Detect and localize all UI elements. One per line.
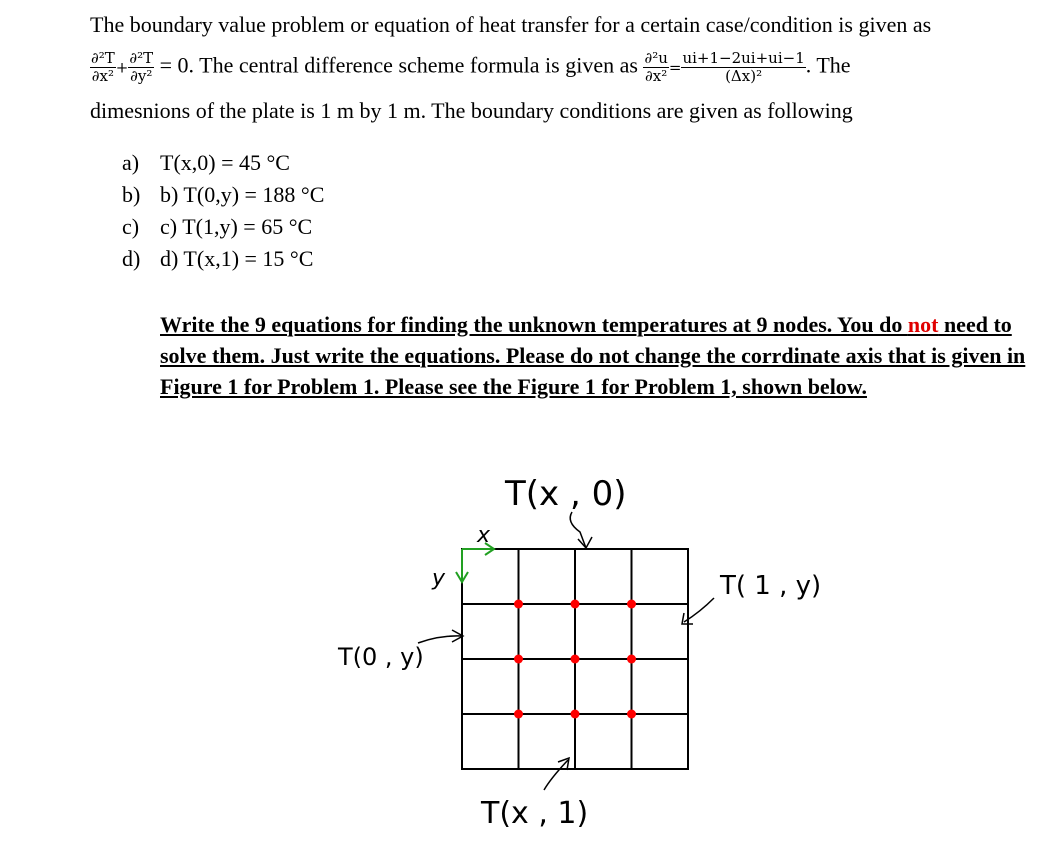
label-left-boundary: T(0 , y) [338, 643, 424, 671]
label-bottom-boundary: T(x , 1) [481, 796, 589, 831]
arrow-top [570, 512, 586, 548]
interior-node [514, 655, 523, 664]
intro-line-3: dimesnions of the plate is 1 m by 1 m. The boundary conditions are given as following [90, 98, 853, 123]
scheme-tail: . The [805, 52, 851, 78]
instruction-part-2: need to solve them. Just write the equations. Please do not change the corrdinate axis that is given in Figure 1 for Problem 1. Please see the Figure 1 for Problem 1, shown below. [160, 312, 1026, 399]
intro-line-1: The boundary value problem or equation of heat transfer for a certain case/condition is given as [90, 12, 932, 37]
interior-node [627, 600, 636, 609]
axis-y-label: y [432, 566, 446, 591]
scheme-lhs-num: ∂²u [644, 49, 668, 67]
arrow-top-head [578, 537, 592, 548]
condition-text: T(x,0) = 45 °C [160, 150, 290, 175]
interior-node [571, 655, 580, 664]
condition-marker: a) [122, 150, 140, 175]
interior-node [514, 710, 523, 719]
pde-term-1-num: ∂²T [91, 49, 115, 67]
interior-node [571, 710, 580, 719]
arrow-bottom [544, 760, 568, 790]
scheme-lhs-den: ∂x² [645, 67, 668, 85]
label-right-boundary: T( 1 , y) [720, 571, 822, 601]
pde-term-2-den: ∂y² [130, 67, 153, 85]
condition-text: c) T(1,y) = 65 °C [160, 214, 313, 239]
scheme-rhs-den: (Δx)² [725, 67, 763, 85]
condition-marker: b) [122, 182, 141, 207]
interior-node [627, 710, 636, 719]
axis-x-label: x [477, 523, 491, 548]
condition-text: b) T(0,y) = 188 °C [160, 182, 325, 207]
instruction-part-1: Write the 9 equations for finding the unknown temperatures at 9 nodes. You do [160, 312, 908, 337]
pde-term-2-num: ∂²T [129, 49, 154, 67]
instruction-emphasis: not [907, 312, 939, 337]
interior-node [514, 600, 523, 609]
scheme-equals: = [668, 58, 682, 77]
pde-rhs-text: = 0. The central difference scheme formula is given as [159, 52, 638, 78]
condition-marker: c) [122, 214, 140, 239]
condition-marker: d) [122, 246, 141, 271]
pde-term-1-den: ∂x² [91, 67, 114, 85]
label-top-boundary: T(x , 0) [505, 474, 627, 514]
pde-plus: + [115, 58, 129, 77]
scheme-rhs-num: ui+1−2ui+ui−1 [682, 49, 805, 67]
condition-text: d) T(x,1) = 15 °C [160, 246, 314, 271]
interior-node [627, 655, 636, 664]
interior-node [571, 600, 580, 609]
